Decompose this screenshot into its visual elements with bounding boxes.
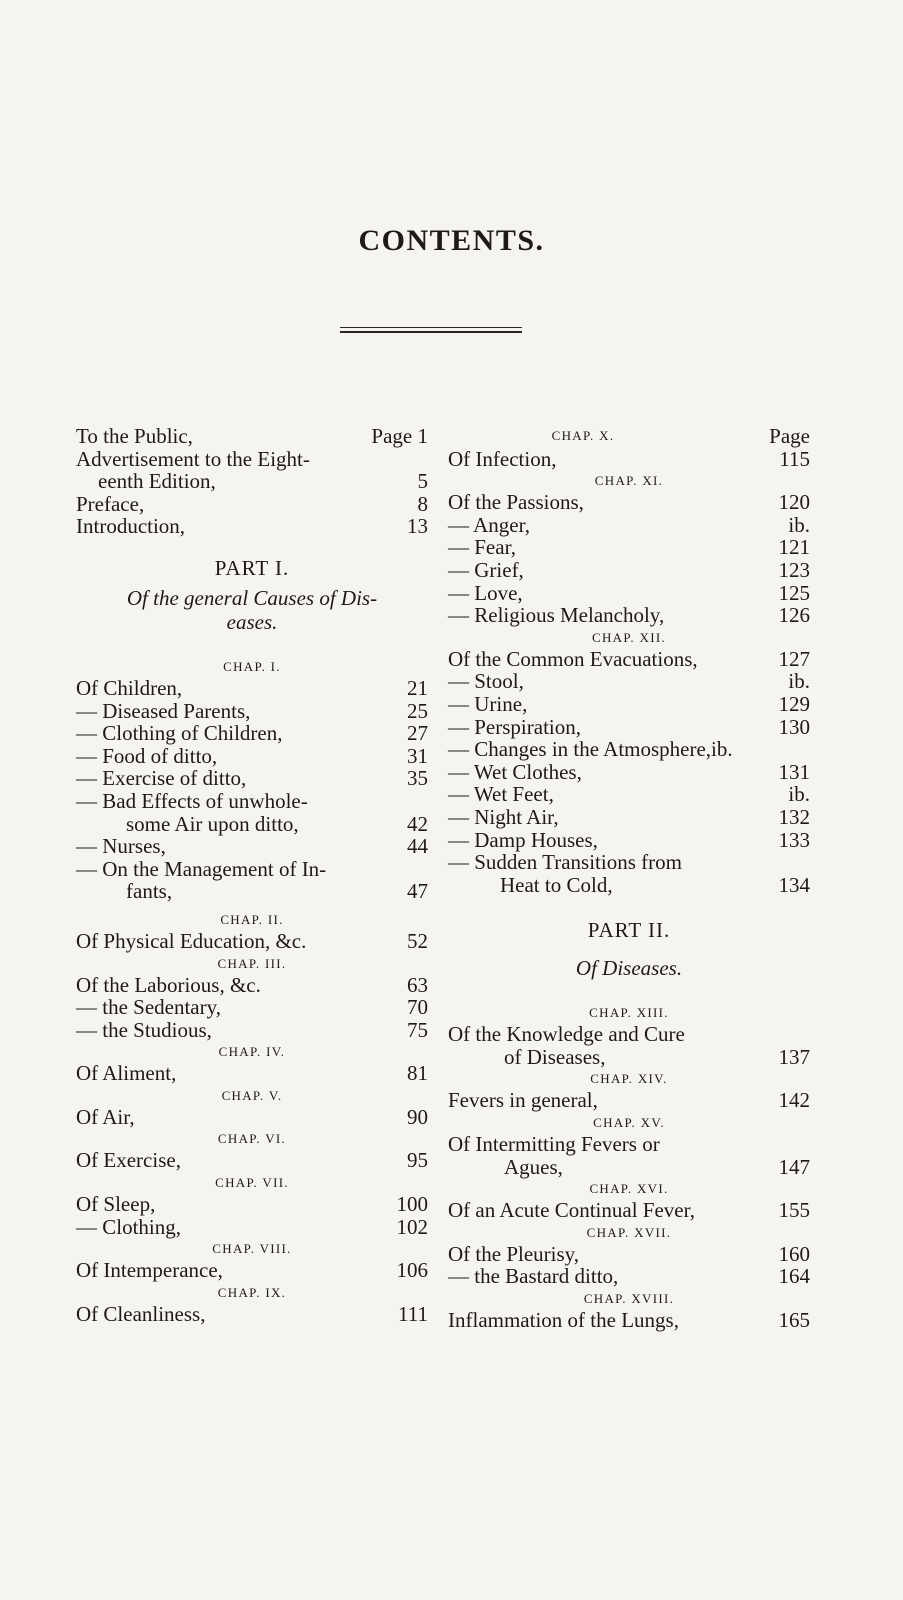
part-subtitle: eases. [226,609,278,634]
chapter-heading: CHAP. VIII. [212,1241,292,1257]
toc-entry: To the Public, Page 1 [76,424,428,448]
contents-left-column [76,425,428,1325]
chapter-heading: CHAP. XV. [593,1115,665,1131]
toc-entry: Of the Passions, 120 [448,490,810,515]
toc-entry: fants, 47 [126,879,428,904]
chapter-heading: CHAP. VI. [217,1131,287,1147]
chapter-heading: CHAP. XVIII. [583,1291,675,1307]
title-rule [340,327,522,328]
toc-entry: Introduction, 13 [76,514,428,539]
contents-right-column [448,425,810,1332]
chapter-heading: CHAP. XVII. [586,1224,672,1240]
part-heading: PART I. [214,555,290,580]
chapter-heading: CHAP. XII. [591,629,667,645]
toc-entry: — Love, 125 [448,580,810,605]
title-rule-thick [340,331,522,333]
chapter-heading: CHAP. IV. [218,1044,286,1060]
toc-entry: — Food of ditto, 31 [76,743,428,768]
part-subtitle: Of the general Causes of Dis- [126,585,378,610]
toc-entry: Of Infection, 115 [448,446,810,471]
toc-entry: Agues, 147 [504,1154,810,1179]
toc-entry: — Urine, 129 [448,691,810,716]
toc-entry: — Wet Clothes, 131 [448,759,810,784]
toc-entry: Of Exercise, 95 [76,1148,428,1173]
toc-entry: Preface, 8 [76,491,428,516]
toc-entry: — Perspiration, 130 [448,714,810,739]
chapter-heading: CHAP. XIII. [589,1005,669,1021]
toc-entry: Of Intermitting Fevers or [448,1132,660,1157]
page-column-header: Page [769,424,810,448]
toc-entry: — Fear, 121 [448,535,810,560]
toc-entry: Fevers in general, 142 [448,1088,810,1113]
toc-entry: — Anger, ib. [448,512,810,537]
part-heading: PART II. [587,918,671,943]
chapter-heading: CHAP. II. [220,911,284,927]
toc-entry: Of Intemperance, 106 [76,1258,428,1283]
chapter-header-row [448,425,810,448]
chapter-heading: CHAP. XVI. [589,1181,669,1197]
toc-entry: Of the Laborious, &c. 63 [76,972,428,997]
chapter-heading: CHAP. III. [217,955,287,971]
chapter-heading: CHAP. X. [551,428,615,443]
toc-entry: — Wet Feet, ib. [448,782,810,807]
toc-entry: — Diseased Parents, 25 [76,698,428,723]
chapter-heading: CHAP. IX. [217,1284,287,1300]
chapter-heading: CHAP. XI. [594,473,664,489]
toc-entry: — the Bastard ditto, 164 [448,1264,810,1289]
toc-entry: some Air upon ditto, 42 [126,811,428,836]
toc-entry: Of Air, 90 [76,1104,428,1129]
toc-entry: Of Sleep, 100 [76,1192,428,1217]
toc-entry: — Bad Effects of unwhole- [76,788,308,813]
toc-entry: Of the Common Evacuations, 127 [448,646,810,671]
toc-entry: — Damp Houses, 133 [448,827,810,852]
toc-entry: — On the Management of In- [76,856,327,881]
toc-entry: — Nurses, 44 [76,834,428,859]
part-subtitle: Of Diseases. [575,956,683,981]
toc-entry: Of the Knowledge and Cure [448,1022,685,1047]
toc-entry: — Grief, 123 [448,557,810,582]
chapter-heading: CHAP. I. [223,658,281,674]
toc-entry: Of an Acute Continual Fever, 155 [448,1198,810,1223]
toc-entry: Heat to Cold, 134 [500,872,810,897]
toc-entry: Advertisement to the Eight- [76,446,310,471]
toc-entry: — Sudden Transitions from [448,850,682,875]
toc-entry: — Clothing of Children, 27 [76,721,428,746]
toc-entry: Inflammation of the Lungs, 165 [448,1308,810,1333]
toc-entry: of Diseases, 137 [504,1044,810,1069]
toc-entry: eenth Edition, 5 [98,469,428,494]
toc-entry: — Stool, ib. [448,669,810,694]
toc-entry: Of Aliment, 81 [76,1061,428,1086]
toc-entry: Of Physical Education, &c. 52 [76,928,428,953]
page-title: CONTENTS. [358,224,545,257]
chapter-heading: CHAP. XIV. [590,1071,668,1087]
toc-entry: — the Sedentary, 70 [76,995,428,1020]
toc-entry: — the Studious, 75 [76,1017,428,1042]
toc-entry: — Religious Melancholy, 126 [448,603,810,628]
toc-entry: — Clothing, 102 [76,1214,428,1239]
chapter-heading: CHAP. V. [221,1087,283,1103]
toc-entry: — Night Air, 132 [448,804,810,829]
toc-entry: — Changes in the Atmosphere,ib. [448,737,733,762]
toc-entry: Of Children, 21 [76,675,428,700]
chapter-heading: CHAP. VII. [215,1175,289,1191]
toc-entry: Of Cleanliness, 111 [76,1301,428,1326]
toc-entry: — Exercise of ditto, 35 [76,766,428,791]
toc-entry: Of the Pleurisy, 160 [448,1241,810,1266]
